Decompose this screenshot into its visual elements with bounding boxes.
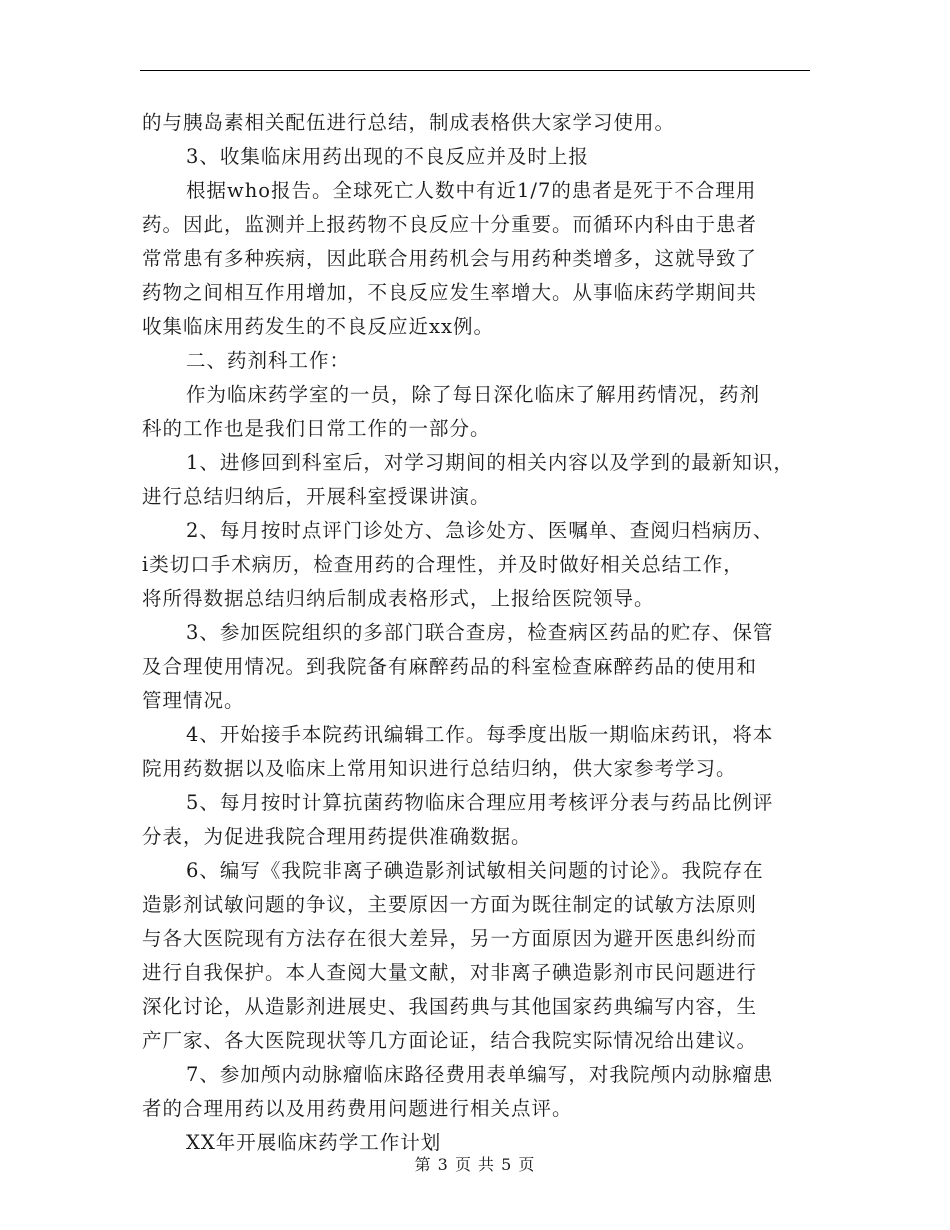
text-line: 及合理使用情况。到我院备有麻醉药品的科室检查麻醉药品的使用和 [142,655,758,678]
text-line: 分表，为促进我院合理用药提供准确数据。 [142,825,532,848]
text-line: 科的工作也是我们日常工作的一部分。 [142,417,491,440]
text-line: 药物之间相互作用增加，不良反应发生率增大。从事临床药学期间共 [142,281,758,304]
text-line: 深化讨论，从造影剂进展史、我国药典与其他国家药典编写内容，生 [142,995,758,1018]
page-number: 第 3 页 共 5 页 [414,1155,536,1174]
text-line: 产厂家、各大医院现状等几方面论证，结合我院实际情况给出建议。 [142,1029,758,1052]
text-line: 1、进修回到科室后，对学习期间的相关内容以及学到的最新知识， [186,451,794,474]
text-line: 3、收集临床用药出现的不良反应并及时上报 [186,145,589,168]
section-heading: 二、药剂科工作： [186,349,351,372]
text-line: 2、每月按时点评门诊处方、急诊处方、医嘱单、查阅归档病历、 [186,519,774,542]
header-rule [140,70,810,71]
text-line: 药。因此，监测并上报药物不良反应十分重要。而循环内科由于患者 [142,213,758,236]
text-line: 进行总结归纳后，开展科室授课讲演。 [142,485,491,508]
text-line: 收集临床用药发生的不良反应近xx例。 [142,315,494,338]
text-line: 4、开始接手本院药讯编辑工作。每季度出版一期临床药讯，将本 [186,723,774,746]
text-line: 院用药数据以及临床上常用知识进行总结归纳，供大家参考学习。 [142,757,737,780]
text-line: 作为临床药学室的一员，除了每日深化临床了解用药情况，药剂 [186,383,761,406]
text-line: 与各大医院现有方法存在很大差异，另一方面原因为避开医患纠纷而 [142,927,758,950]
text-line: 3、参加医院组织的多部门联合查房，检查病区药品的贮存、保管 [186,621,774,644]
text-line: 造影剂试敏问题的争议，主要原因一方面为既往制定的试敏方法原则 [142,893,758,916]
text-line: ⅰ类切口手术病历，检查用药的合理性，并及时做好相关总结工作， [142,553,744,576]
plan-heading: XX年开展临床药学工作计划 [186,1131,442,1154]
text-line: 6、编写《我院非离子碘造影剂试敏相关问题的讨论》。我院存在 [186,859,764,882]
text-line: 根据who报告。全球死亡人数中有近1/7的患者是死于不合理用 [186,179,757,202]
text-line: 的与胰岛素相关配伍进行总结，制成表格供大家学习使用。 [142,111,676,134]
text-line: 5、每月按时计算抗菌药物临床合理应用考核评分表与药品比例评 [186,791,774,814]
text-line: 管理情况。 [142,689,245,712]
text-line: 进行自我保护。本人查阅大量文献，对非离子碘造影剂市民问题进行 [142,961,758,984]
text-line: 将所得数据总结归纳后制成表格形式，上报给医院领导。 [142,587,655,610]
document-body [142,106,822,1160]
text-line: 常常患有多种疾病，因此联合用药机会与用药种类增多，这就导致了 [142,247,758,270]
text-line: 者的合理用药以及用药费用问题进行相关点评。 [142,1097,573,1120]
text-line: 7、参加颅内动脉瘤临床路径费用表单编写，对我院颅内动脉瘤患 [186,1063,774,1086]
